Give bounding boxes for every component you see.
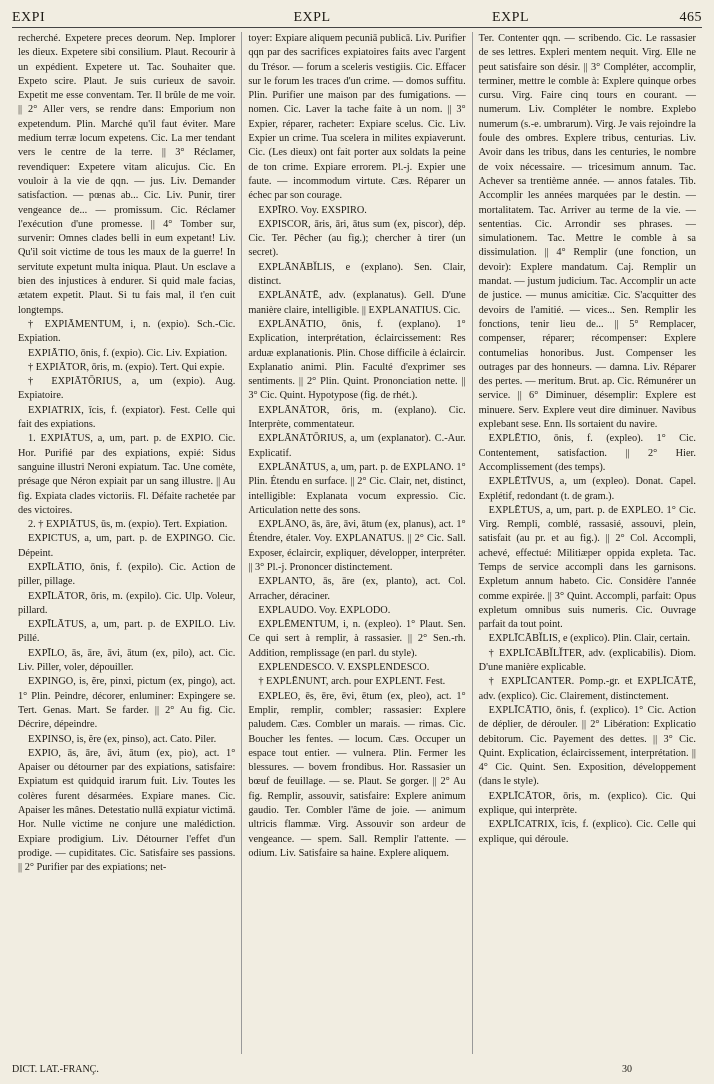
dictionary-entry: EXPLANTO, ās, āre (ex, planto), act. Col. Arracher, déraciner. — [248, 576, 466, 602]
dictionary-entry: EXPIĀTIO, ōnis, f. (expio). Cic. Liv. Expiation. — [28, 347, 228, 359]
dictionary-entry: EXPLĒTĪVUS, a, um (expleo). Donat. Capel. Explétif, redondant (t. de gram.). — [478, 476, 696, 502]
dictionary-entry: EXPLĪCĀTIO, ōnis, f. (explico). 1° Cic. Action de déplier, de dérouler. || 2° Libération: Explicatio debitorum. Cic. Payement des dettes. || 3° Cic. Quint. Explication, éclaircissement, interprétation. || 4° Cic. Quint. Sen. Exposition, développement (dans le style). — [478, 704, 696, 788]
dictionary-entry: † EXPIĀTOR, ōris, m. (expio). Tert. Qui expie. — [28, 361, 225, 373]
dictionary-entry: EXPLĒTUS, a, um, part. p. de EXPLEO. 1° Cic. Virg. Rempli, comblé, rassasié, assouvi, plein, satisfait (au pr. et au fig.). || 2° Col. Accompli, achevé, effectué: Militiæper oppida expleta. Tac. Temps de service accompli dans les garnisons. Expletum annum habeto. Cic. Considère l'année comme expirée. || 3° Quint. Accompli, parfait: Opus expletum omnibus suis numeris. Cic. Ouvrage parfait da tout point. — [478, 504, 696, 631]
running-head-left: EXPI — [12, 10, 46, 25]
dictionary-entry: EXPICTUS, a, um, part. p. de EXPINGO. Cic. Dépeint. — [18, 533, 236, 559]
dictionary-entry: † EXPIĀTŌRIUS, a, um (expio). Aug. Expiatoire. — [18, 376, 236, 402]
column-3 — [472, 32, 702, 1054]
dictionary-entry: EXPINGO, is, ĕre, pinxi, pictum (ex, pingo), act. 1° Plin. Peindre, décorer, enluminer: Expingere se. Tert. Genas. Mart. Se farder. || 2° Au fig. Cic. Décrire, dépeindre. — [18, 676, 236, 731]
dictionary-entry: EXPLĒTIO, ōnis, f. (expleo). 1° Cic. Contentement, satisfaction. || 2° Hier. Accomplissement (des temps). — [478, 433, 696, 473]
dictionary-entry: † EXPIĀMENTUM, i, n. (expio). Sch.-Cic. Expiation. — [18, 318, 236, 345]
dictionary-entry: EXPLĪCĀBĬLIS, e (explico). Plin. Clair, certain. — [488, 633, 691, 645]
dictionary-entry: EXPLENDESCO. V. EXSPLENDESCO. — [258, 662, 430, 674]
dictionary-entry: EXPĪLĀTUS, a, um, part. p. de EXPILO. Liv. Pillé. — [18, 619, 236, 645]
dictionary-entry: 2. † EXPIĀTUS, ūs, m. (expio). Tert. Expiation. — [28, 519, 228, 531]
dictionary-entry: 1. EXPIĀTUS, a, um, part. p. de EXPIO. Cic. Hor. Purifié par des expiations, expié: Sidus sanguine illustri Neroni expiatum. Tac. Une comète, présage que Néron expiait par un sang illustre. || Au fig. Expiata clades victoriis. Fl. Défaite rachetée par des victoires. — [18, 433, 236, 516]
page-number: 465 — [679, 10, 702, 25]
running-head-right: EXPL — [492, 10, 529, 25]
running-head-right-group — [492, 10, 702, 26]
dictionary-entry: EXPLAUDO. Voy. EXPLODO. — [258, 604, 391, 616]
dictionary-entry: EXPLĀNĀTĒ, adv. (explanatus). Gell. D'une manière claire, intelligible. || EXPLANATIUS. Cic. — [248, 290, 466, 316]
column-1 — [12, 32, 241, 1054]
text-columns — [12, 32, 702, 1054]
dictionary-entry: EXPĪLĀTOR, ōris, m. (expilo). Cic. Ulp. Voleur, pillard. — [18, 590, 236, 616]
dictionary-entry: EXPINSO, is, ĕre (ex, pinso), act. Cato. Piler. — [28, 733, 217, 745]
dictionary-entry: EXPĪLO, ās, āre, āvi, ātum (ex, pilo), act. Cic. Liv. Piller, voler, dépouiller. — [18, 647, 236, 674]
dictionary-entry: † EXPLĪCĀBĬLĬTER, adv. (explicabilis). Diom. D'une manière explicable. — [478, 647, 696, 674]
dictionary-entry: EXPLĪCATRIX, īcis, f. (explico). Cic. Celle qui explique, qui déroule. — [478, 819, 696, 845]
dictionary-entry: toyer: Expiare aliquem pecuniā publicā. Liv. Purifier qqn par des sacrifices expiatoires faits avec l'argent du Trésor. — forum a sceleris vestigiis. Cic. Effacer sur le forum les traces d'un crime. — domos suffitu. Plin. Purifier une maison par des fumigations. — nomen. Cic. Laver la tache faite à un nom. || 3° Expier, réparer, racheter: Expiare scelus. Cic. Liv. Expier un crime. Tua scelera in milites expiaverunt. Cic. (Les dieux) ont fait porter aux soldats la peine de ton crime. Expiare errorem. Pl.-j. Expier une faute. — incommodum virtute. Cæs. Réparer un échec par son courage. — [248, 33, 466, 202]
dictionary-entry: † EXPLĪCANTER. Pomp.-gr. et EXPLĪCĀTĒ, adv. (explico). Cic. Clairement, distinctement. — [478, 676, 696, 702]
page-header — [12, 2, 702, 26]
column-2 — [241, 32, 471, 1054]
dictionary-entry: Ter. Contenter qqn. — scribendo. Cic. Le rassasier de ses lettres. Expleri mentem nequit. Virg. Elle ne peut satisfaire son désir. || 3° Compléter, accomplir, terminer, mettre le comble à: Explere quinque orbes cursu. Virg. Faire cinq tours en courant. — numerum. Liv. Compléter le nombre. Explebo numerum (s.-e. umbrarum). Virg. Je vais rejoindre la foule des ombres. Explere tribus, centurias. Liv. Avoir dans les tribus, dans les centuries, le nombre de voix nécessaire. — tricesimum annum. Tac. Achever sa trentième année. — annos fatales. Tib. Accomplir les années marquées par le destin. — mortalitatem. Tac. Arriver au terme de la vie. — sententias. Cic. Arrondir ses phrases. — simulationem. Tac. Mettre le comble à sa dissimulation. || 4° Remplir (une fonction, un devoir): Explere mandatum. Caj. Remplir un mandat. — justum judicium. Tac. Accomplir un acte de justice. — munus amicitiæ. Cic. S'acquitter des devoirs de l'amitié. — vices... Sen. Remplir les fonctions, tenir lieu de... || 5° Remplacer, compenser, réparer; récompenser: Explere contumelias honoribus. Just. Compenser les outrages par des honneurs. — damna. Liv. Réparer des pertes. — meritum. Brut. ap. Cic. Rémunérer un service. || 6° Diminuer, désemplir: Explere est minuere. Serv. Explere veut dire diminuer. Navibus explebant sese. Enn. Ils sortaient du navire. — [478, 33, 696, 431]
dictionary-entry: EXPLĒMENTUM, i, n. (expleo). 1° Plaut. Sen. Ce qui sert à remplir, à rassasier. || 2° Sen.-rh. Addition, remplissage (en parl. du style). — [248, 619, 466, 659]
dictionary-entry: EXPIATRIX, īcis, f. (expiator). Fest. Celle qui fait des expiations. — [18, 404, 236, 431]
dictionary-entry: EXPĪRO. Voy. EXSPIRO. — [258, 204, 367, 216]
dictionary-entry: EXPĪLĀTIO, ōnis, f. (expilo). Cic. Action de piller, pillage. — [18, 561, 236, 588]
signature-mark: DICT. LAT.-FRANÇ. — [12, 1063, 99, 1075]
header-rule — [12, 27, 702, 28]
dictionary-entry: EXPLĪCĀTOR, ōris, m. (explico). Cic. Qui explique, qui interprète. — [478, 790, 696, 817]
dictionary-entry: EXPLĀNO, ās, āre, āvi, ātum (ex, planus), act. 1° Étendre, étaler. Voy. EXPLANATUS. || 2° Cic. Sall. Exposer, éclaircir, expliquer, développer, interpréter. || 3° Pl.-j. Prononcer distinctement. — [248, 519, 466, 573]
dictionary-entry: EXPLĀNĀTŌRIUS, a, um (explanator). C.-Aur. Explicatif. — [248, 433, 466, 459]
dictionary-entry: EXPLEO, ēs, ēre, ēvi, ētum (ex, pleo), act. 1° Emplir, remplir, combler; rassasier: Explere paludem. Cæs. Combler un marais. — rimas. Cic. Boucher les fentes. — locum. Cæs. Occuper un espace tout entier. — vulnera. Plin. Fermer les blessures. — bovem frondibus. Hor. Rassasier un bœuf de feuillage. — se. Plaut. Se gorger. || 2° Au fig. Remplir, assouvir, satisfaire: Explere animum gaudio. Ter. Combler l'âme de joie. — animum ultricis flammæ. Virg. Assouvir son ardeur de vengeance. — spem. Sall. Remplir l'attente. — odium. Liv. Satisfaire sa haine. Explere aliquem. — [248, 690, 466, 859]
dictionary-entry: † EXPLĒNUNT, arch. pour EXPLENT. Fest. — [258, 676, 446, 688]
dictionary-entry: EXPLĀNĀTIO, ōnis, f. (explano). 1° Explication, interprétation, éclaircissement: Res arduæ explanationis. Plin. Chose difficile à éclaircir. Explanatio animi. Plin. Faculté d'exprimer ses sentiments. || 2° Plin. Quint. Prononciation nette. || 3° Cic. Quint. Hypotypose (fig. de rhét.). — [248, 318, 466, 402]
dictionary-entry: recherché. Expetere preces deorum. Nep. Implorer les dieux. Expetere sibi consilium. Plaut. Recourir à un expédient. Expetere ut. Tac. Souhaiter que. Expeto scire. Plaut. Je suis curieux de savoir. Expetit me esse conventam. Ter. Il brûle de me voir. || 2° Aller vers, se rendre dans: Emporium non expetendum. Plin. Marché qu'il faut éviter. Mare medium terræ locum expetens. Cic. La mer tendant vers le centre de la terre. || 3° Réclamer, revendiquer: Expetere vitam alicujus. Cic. En vouloir à la vie de qqn. — jus. Liv. Demander satisfaction. — pœnas ab... Cic. Liv. Punir, tirer vengeance de... — promissum. Cic. Réclamer l'exécution d'une promesse. || 4° Tomber sur, survenir: Omnes clades belli in eum expetant! Liv. Qu'il soit victime de tous les maux de la guerre! In servitute expetunt multa iniqua. Plaut. Un esclave a bien des injustices à endurer. Si quid male facias, ætatem expetit. Plaut. Si tu fais mal, il t'en cuit longtemps. — [18, 33, 236, 316]
dictionary-entry: EXPLĀNĀTOR, ōris, m. (explano). Cic. Interprète, commentateur. — [248, 404, 466, 431]
signature-number: 30 — [622, 1063, 632, 1075]
dictionary-entry: EXPIO, ās, āre, āvi, ātum (ex, pio), act. 1° Apaiser ou détourner par des expiations, satisfaire: Expiatum est quidquid irarum fuit. Liv. Toutes les colères furent désarmées. Expiare manes. Cic. Apaiser les mânes. Detestatio nullā expiatur victimā. Hor. Nulle victime ne conjure une malédiction. Expiare prodigium. Liv. Détourner l'effet d'un prodige. — cupiditates. Cic. Satisfaire ses passions. || 2° Purifier par des expiations; net- — [18, 747, 236, 874]
running-head-middle: EXPL — [293, 10, 331, 25]
dictionary-entry: EXPLĀNĀTUS, a, um, part. p. de EXPLANO. 1° Plin. Étendu en surface. || 2° Cic. Clair, net, distinct, intelligible: Explanata vocum expressio. Cic. Articulation nette des sons. — [248, 461, 466, 516]
page-footer — [12, 1060, 702, 1078]
dictionary-entry: EXPISCOR, āris, āri, ātus sum (ex, piscor), dép. Cic. Ter. Pêcher (au fig.); chercher à tirer (un secret). — [248, 218, 466, 259]
dictionary-entry: EXPLĀNĀBĬLIS, e (explano). Sen. Clair, distinct. — [248, 261, 466, 288]
